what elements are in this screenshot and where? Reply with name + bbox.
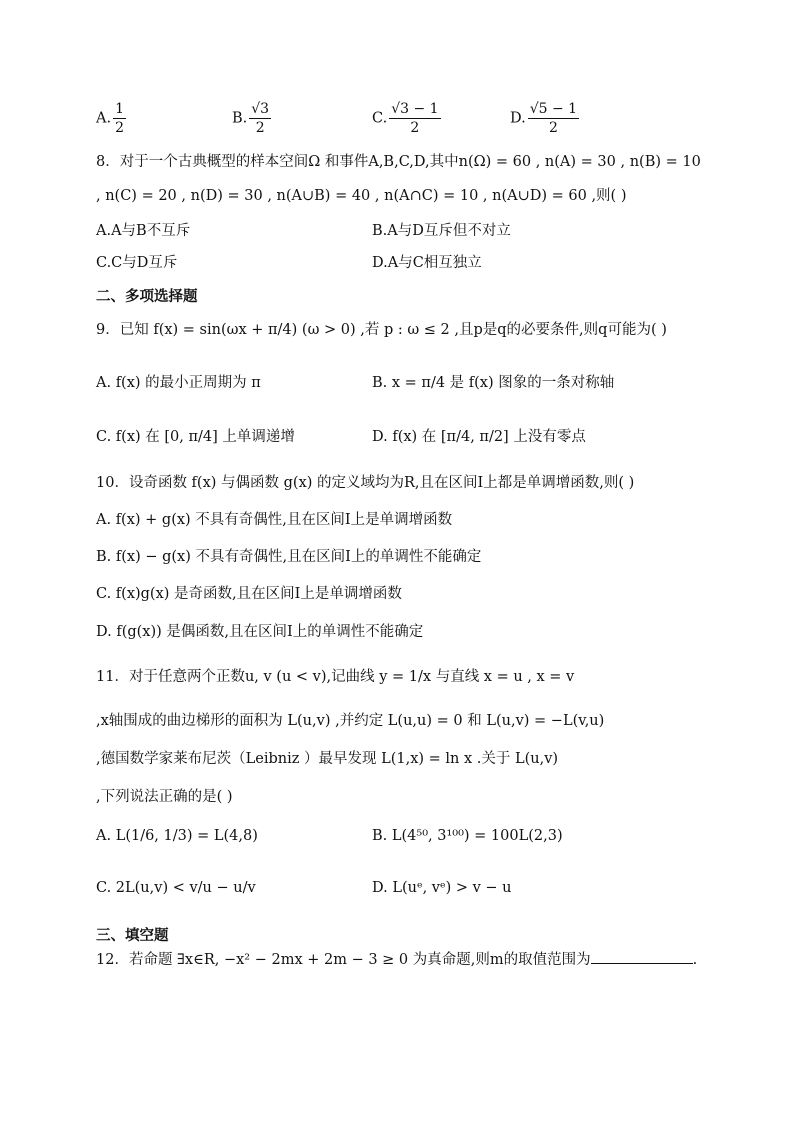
q7-option-b bbox=[232, 100, 273, 137]
q10-stem: 10．设奇函数 f(x) 与偶函数 g(x) 的定义域均为R,且在区间I上都是单调增函数,则( ) bbox=[96, 475, 635, 491]
q12-line bbox=[96, 949, 697, 970]
q10-option-c: C. f(x)g(x) 是奇函数,且在区间I上是单调增函数 bbox=[96, 586, 402, 602]
option-label: B. bbox=[232, 110, 248, 127]
option-label: C. bbox=[372, 110, 388, 127]
q10-option-d: D. f(g(x)) 是偶函数,且在区间I上的单调性不能确定 bbox=[96, 624, 424, 640]
q9-stem: 9．已知 f(x) = sin(ωx + π/4) (ω > 0) ,若 p : ω ≤ 2 ,且p是q的必要条件,则q可能为( ) bbox=[96, 322, 667, 338]
q8-option-a: A.A与B不互斥 bbox=[96, 223, 191, 239]
fraction bbox=[389, 100, 440, 137]
fraction-numerator: √3 bbox=[251, 101, 270, 117]
q11-stem-line3: ,德国数学家莱布尼茨（Leibniz ）最早发现 L(1,x) = ln x .关于 L(u,v) bbox=[96, 751, 559, 767]
fraction bbox=[113, 100, 126, 137]
q11-option-a: A. L(1/6, 1/3) = L(4,8) bbox=[96, 828, 258, 844]
q8-stem-line2: , n(C) = 20 , n(D) = 30 , n(A∪B) = 40 , n(A∩C) = 10 , n(A∪D) = 60 ,则( ) bbox=[96, 188, 627, 204]
q11-option-d: D. L(uᵉ, vᵉ) > v − u bbox=[372, 880, 512, 896]
fraction-numerator: √5 − 1 bbox=[529, 101, 578, 117]
q11-stem-line4: ,下列说法正确的是( ) bbox=[96, 789, 233, 805]
q8-option-b: B.A与D互斥但不对立 bbox=[372, 223, 511, 239]
q7-option-c bbox=[372, 100, 443, 137]
section-title-multiple-choice: 二、多项选择题 bbox=[96, 289, 198, 305]
q11-option-c: C. 2L(u,v) < v/u − u/v bbox=[96, 880, 256, 896]
fraction bbox=[528, 100, 579, 137]
q8-option-c: C.C与D互斥 bbox=[96, 255, 178, 271]
q11-option-b: B. L(4⁵⁰, 3¹⁰⁰) = 100L(2,3) bbox=[372, 828, 563, 844]
option-label: D. bbox=[510, 110, 526, 127]
q8-option-d: D.A与C相互独立 bbox=[372, 255, 482, 271]
fraction-numerator: √3 − 1 bbox=[391, 101, 439, 117]
fraction-denominator: 2 bbox=[115, 120, 125, 136]
option-label: A. bbox=[96, 110, 112, 127]
q9-option-a: A. f(x) 的最小正周期为 π bbox=[96, 375, 261, 391]
section-title-fill-in: 三、填空题 bbox=[96, 928, 169, 944]
q10-option-a: A. f(x) + g(x) 不具有奇偶性,且在区间I上是单调增函数 bbox=[96, 512, 453, 528]
fraction-denominator: 2 bbox=[255, 120, 265, 136]
q7-option-a bbox=[96, 100, 128, 137]
q9-option-b: B. x = π/4 是 f(x) 图象的一条对称轴 bbox=[372, 375, 615, 391]
fraction-denominator: 2 bbox=[410, 120, 420, 136]
q11-stem-line2: ,x轴围成的曲边梯形的面积为 L(u,v) ,并约定 L(u,u) = 0 和 L(u,v) = −L(v,u) bbox=[96, 713, 605, 729]
q12-end: . bbox=[692, 952, 698, 968]
q9-option-c: C. f(x) 在 [0, π/4] 上单调递增 bbox=[96, 429, 295, 445]
fraction-denominator: 2 bbox=[548, 120, 558, 136]
q7-option-d bbox=[510, 100, 581, 137]
q10-option-b: B. f(x) − g(x) 不具有奇偶性,且在区间I上的单调性不能确定 bbox=[96, 549, 482, 565]
q8-stem-line1: 8．对于一个古典概型的样本空间Ω 和事件A,B,C,D,其中n(Ω) = 60 , n(A) = 30 , n(B) = 10 bbox=[96, 154, 701, 170]
fraction bbox=[249, 100, 271, 137]
q9-option-d: D. f(x) 在 [π/4, π/2] 上没有零点 bbox=[372, 429, 586, 445]
q12-stem: 12．若命题 ∃x∈R, −x² − 2mx + 2m − 3 ≥ 0 为真命题,则m的取值范围为 bbox=[96, 952, 591, 968]
answer-blank[interactable] bbox=[591, 949, 693, 964]
fraction-numerator: 1 bbox=[115, 101, 125, 117]
q11-stem-line1: 11．对于任意两个正数u, v (u < v),记曲线 y = 1/x 与直线 x = u , x = v bbox=[96, 669, 575, 685]
